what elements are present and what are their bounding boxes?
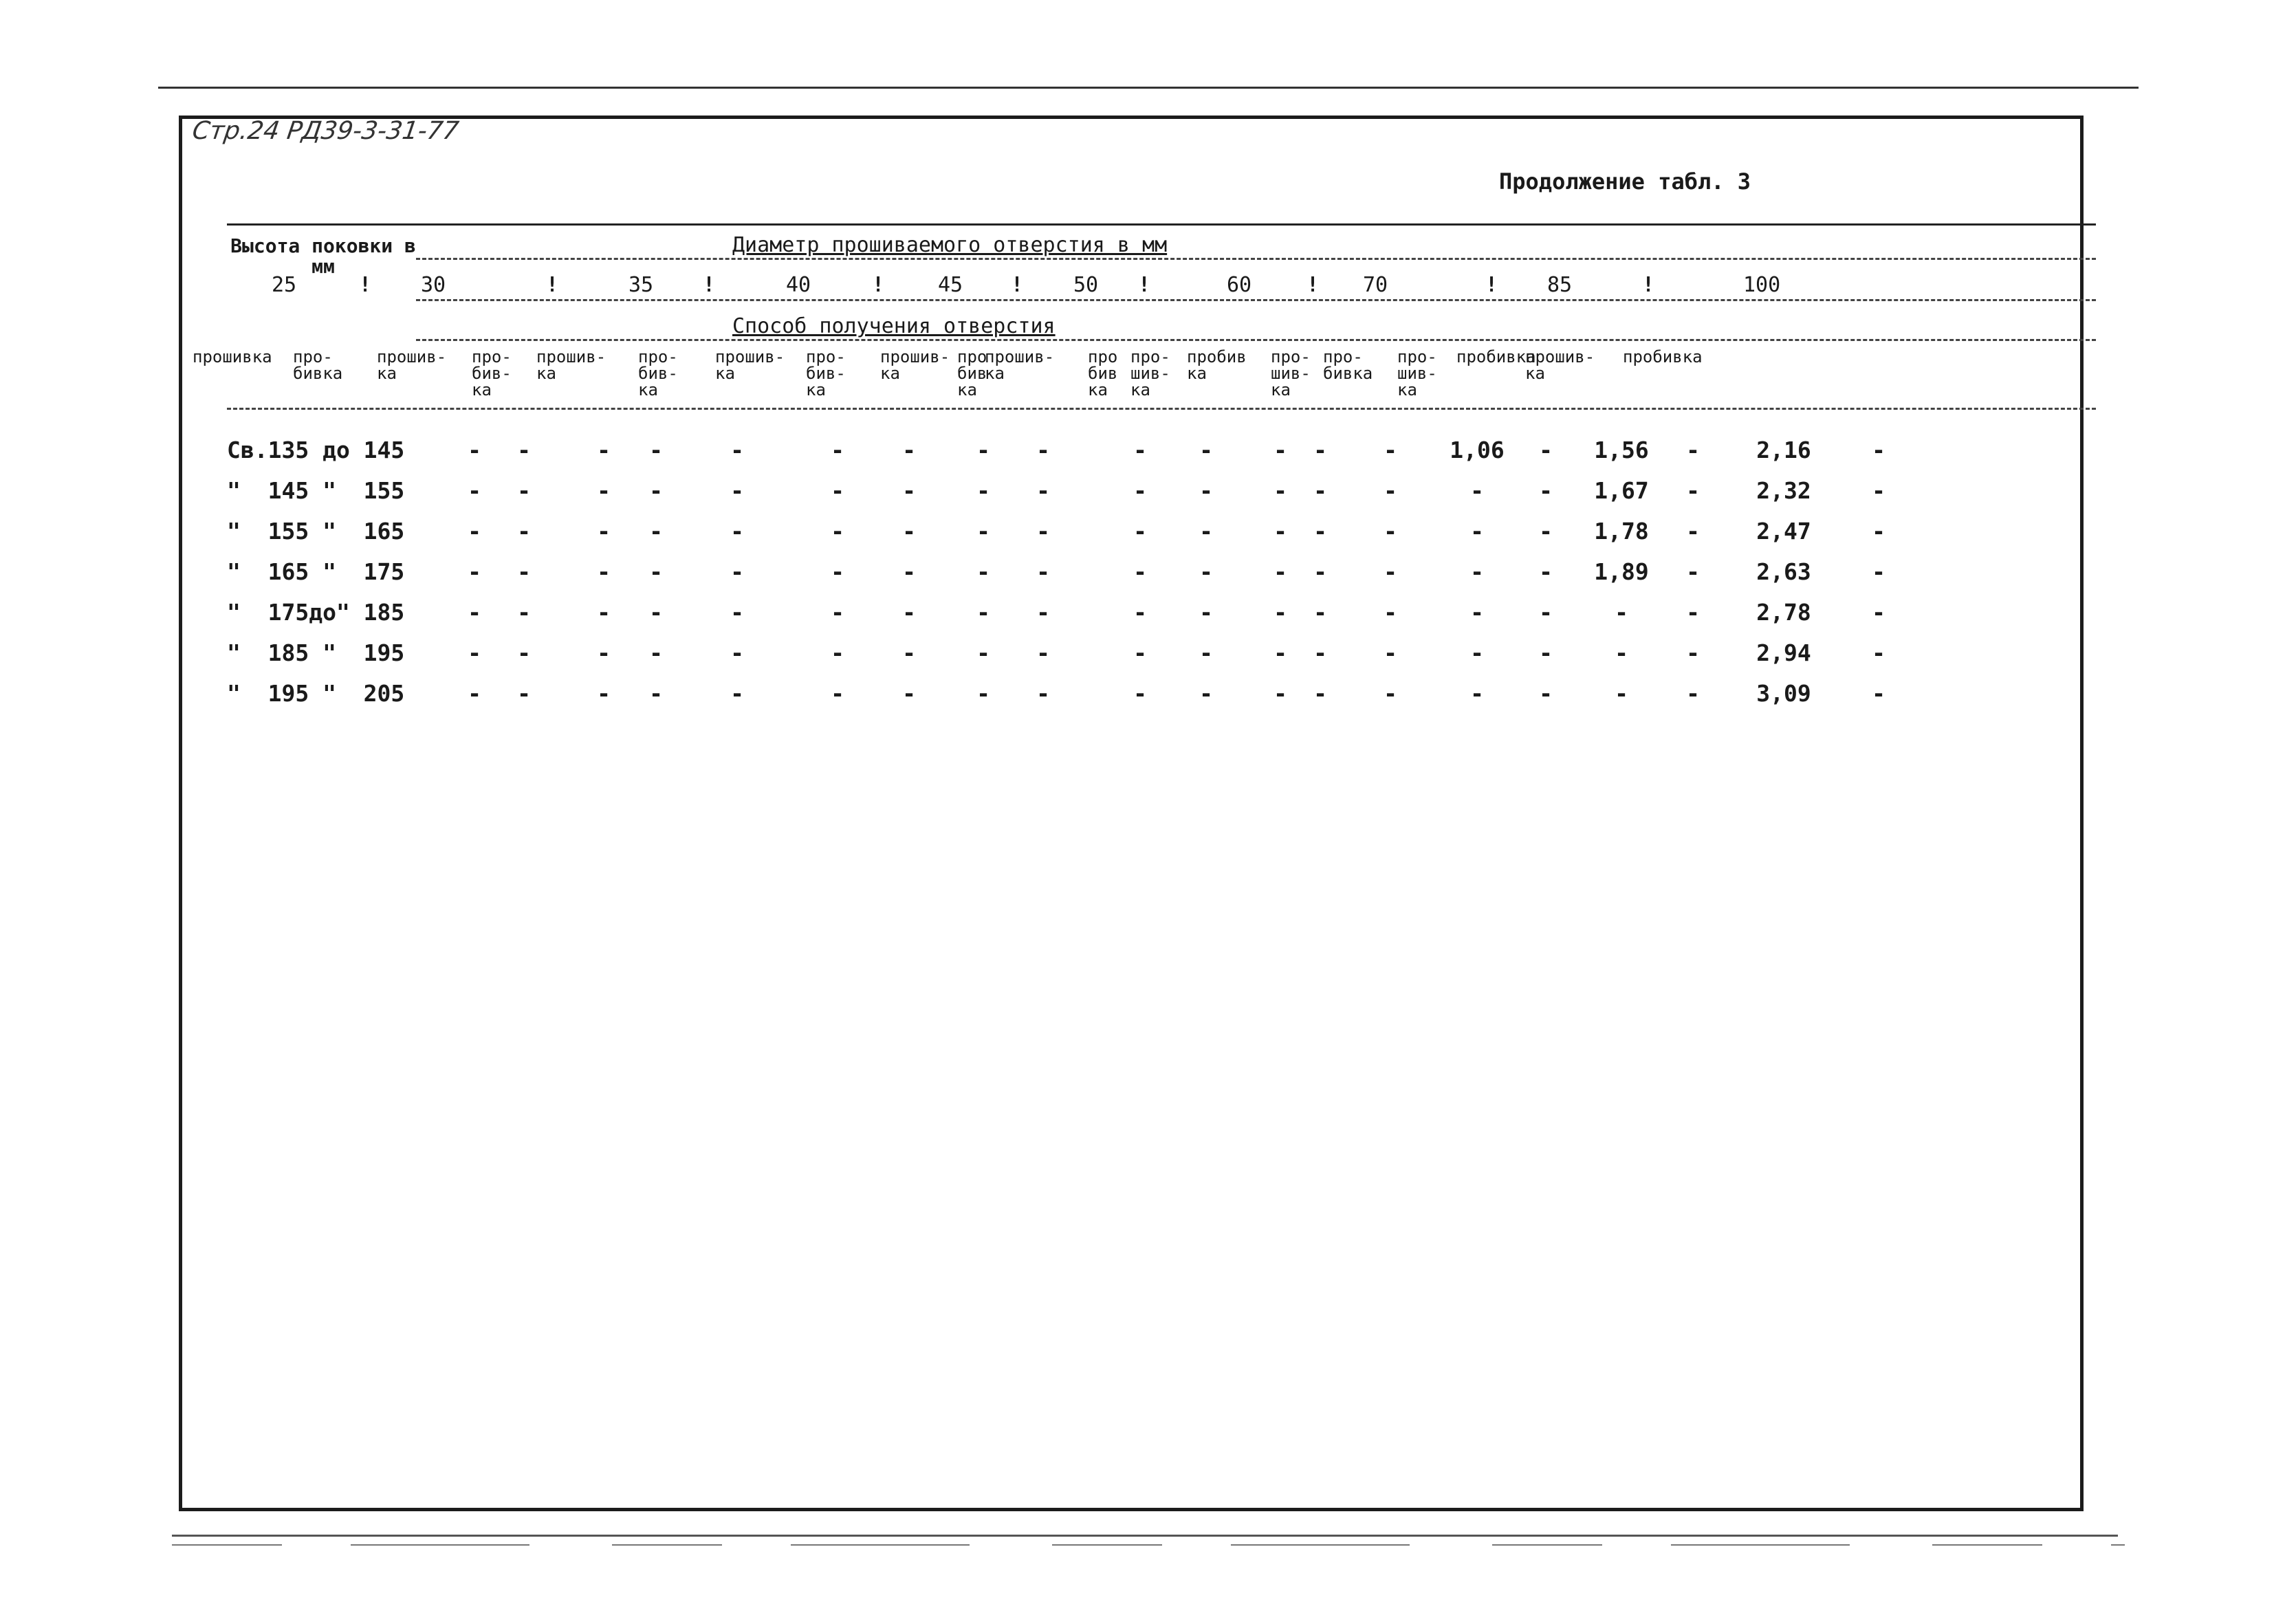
table-cell: - (1384, 599, 1397, 626)
diameter-value-70: 70 (1363, 273, 1388, 297)
method-header-cell: про- шив- ка (1130, 347, 1170, 399)
diameter-separator: ! (872, 273, 885, 297)
table-cell: - (517, 558, 531, 585)
diameter-separator: ! (1642, 273, 1655, 297)
table-cell: - (1133, 558, 1147, 585)
table-cell: - (831, 558, 844, 585)
table-cell: - (1615, 599, 1628, 626)
table-cell: - (1872, 518, 1885, 545)
table-cell: - (1273, 518, 1287, 545)
table-cell: - (1470, 639, 1484, 666)
table-cell: - (1036, 639, 1050, 666)
table-cell: - (1470, 558, 1484, 585)
method-header: Способ получения отверстия (732, 314, 1056, 338)
table-cell: - (976, 437, 990, 463)
row-header: Высота поковки в мм (230, 234, 416, 278)
table-cell: 1,56 (1594, 437, 1649, 463)
table-cell: - (517, 639, 531, 666)
table-cell: - (649, 639, 663, 666)
table-cell: 2,47 (1756, 518, 1811, 545)
table-cell: - (1686, 518, 1700, 545)
top-rule (158, 87, 2139, 89)
table-cell: - (902, 680, 916, 707)
table-cell: - (1036, 680, 1050, 707)
table-cell: - (1872, 639, 1885, 666)
table-cell: - (831, 518, 844, 545)
table-cell: - (1199, 437, 1213, 463)
table-cell: - (730, 680, 744, 707)
diameter-value-50: 50 (1073, 273, 1099, 297)
table-cell: - (1199, 518, 1213, 545)
table-cell: - (1313, 599, 1327, 626)
table-cell: - (1384, 437, 1397, 463)
table-cell: 2,94 (1756, 639, 1811, 666)
table-cell: - (1539, 518, 1553, 545)
table-cell: - (902, 599, 916, 626)
table-cell: - (902, 639, 916, 666)
table-cell: - (1470, 680, 1484, 707)
table-cell: - (902, 518, 916, 545)
table-cell: - (976, 680, 990, 707)
table-cell: - (597, 477, 611, 504)
method-header-cell: про- бивка (1323, 347, 1373, 383)
table-continuation-label: Продолжение табл. 3 (1499, 168, 1751, 195)
table-cell: - (1199, 558, 1213, 585)
table-cell: - (831, 437, 844, 463)
table-cell: - (1036, 599, 1050, 626)
diameter-header-rule (416, 258, 2096, 260)
table-cell: - (1273, 599, 1287, 626)
table-cell: - (1539, 639, 1553, 666)
table-cell: - (649, 558, 663, 585)
table-cell: - (1470, 518, 1484, 545)
table-cell: - (1313, 518, 1327, 545)
table-cell: - (468, 680, 481, 707)
method-header-cell: про- бивка (293, 347, 343, 383)
bottom-rule (172, 1535, 2118, 1537)
table-cell: - (649, 599, 663, 626)
table-cell: 2,78 (1756, 599, 1811, 626)
method-header-cell: прошив- ка (377, 347, 447, 383)
table-cell: - (597, 437, 611, 463)
table-cell: - (976, 639, 990, 666)
table-cell: - (1273, 639, 1287, 666)
table-cell: - (517, 680, 531, 707)
table-cell: - (517, 599, 531, 626)
table-cell: - (468, 477, 481, 504)
table-cell: - (1036, 437, 1050, 463)
table-cell: - (1313, 437, 1327, 463)
table-cell: - (1384, 639, 1397, 666)
method-header-cell: про- бив- ка (638, 347, 678, 399)
table-cell: 1,06 (1450, 437, 1505, 463)
table-cell: - (1539, 558, 1553, 585)
table-cell: - (1199, 599, 1213, 626)
table-cell: - (468, 518, 481, 545)
row-label: " 195 " 205 (227, 680, 405, 707)
table-cell: - (1686, 558, 1700, 585)
table-cell: - (1384, 558, 1397, 585)
table-cell: - (468, 599, 481, 626)
method-header-cell: прошивка (193, 347, 272, 366)
table-cell: - (1133, 477, 1147, 504)
page-frame (179, 116, 2084, 1511)
table-cell: - (1133, 639, 1147, 666)
table-cell: - (976, 518, 990, 545)
table-cell: - (902, 477, 916, 504)
table-cell: - (1384, 477, 1397, 504)
table-cell: - (1615, 639, 1628, 666)
method-header-cell: про бив ка (1088, 347, 1118, 399)
diameter-value-60: 60 (1227, 273, 1252, 297)
table-cell: - (1872, 437, 1885, 463)
table-cell: - (976, 558, 990, 585)
table-cell: - (831, 639, 844, 666)
table-cell: - (468, 437, 481, 463)
table-cell: - (730, 599, 744, 626)
table-cell: 1,78 (1594, 518, 1649, 545)
diameter-separator: ! (1011, 273, 1024, 297)
table-cell: - (597, 558, 611, 585)
table-cell: - (1313, 639, 1327, 666)
table-top-rule (227, 223, 2096, 226)
table-cell: - (976, 599, 990, 626)
method-header-cell: пробивка (1623, 347, 1703, 366)
table-cell: - (649, 437, 663, 463)
table-cell: - (831, 599, 844, 626)
diameter-value-40: 40 (786, 273, 811, 297)
diameter-separator: ! (359, 273, 372, 297)
table-cell: - (1470, 477, 1484, 504)
table-cell: - (1686, 437, 1700, 463)
table-cell: 3,09 (1756, 680, 1811, 707)
diameter-separator: ! (1307, 273, 1320, 297)
table-cell: - (1313, 680, 1327, 707)
row-label: " 165 " 175 (227, 558, 405, 585)
table-cell: - (1036, 477, 1050, 504)
method-header-cell: пробив ка (1187, 347, 1247, 383)
table-cell: - (730, 437, 744, 463)
table-cell: - (730, 639, 744, 666)
table-cell: - (730, 558, 744, 585)
diameter-header: Диаметр прошиваемого отверстия в мм (732, 233, 1168, 257)
method-header-cell: прошив- ка (1525, 347, 1595, 383)
table-cell: - (468, 558, 481, 585)
method-header-cell: прошив- ка (536, 347, 606, 383)
table-cell: 1,67 (1594, 477, 1649, 504)
table-cell: - (1199, 477, 1213, 504)
table-cell: 1,89 (1594, 558, 1649, 585)
method-header-rule (416, 339, 2096, 341)
table-cell: - (1133, 518, 1147, 545)
table-cell: - (517, 437, 531, 463)
table-cell: - (730, 518, 744, 545)
table-cell: - (597, 680, 611, 707)
table-cell: - (1036, 518, 1050, 545)
table-cell: - (1686, 477, 1700, 504)
table-cell: - (1872, 680, 1885, 707)
table-cell: - (1615, 680, 1628, 707)
table-cell: 2,63 (1756, 558, 1811, 585)
table-cell: - (597, 599, 611, 626)
header-bottom-rule (227, 408, 2096, 410)
table-cell: - (1872, 599, 1885, 626)
table-cell: - (730, 477, 744, 504)
table-cell: - (517, 518, 531, 545)
method-header-cell: про- бив- ка (806, 347, 846, 399)
table-cell: - (1036, 558, 1050, 585)
table-cell: - (1133, 437, 1147, 463)
bottom-dashed-rule (172, 1544, 2125, 1546)
table-cell: - (1539, 437, 1553, 463)
row-label: " 175до" 185 (227, 599, 405, 626)
diameter-value-45: 45 (938, 273, 963, 297)
diameter-separator: ! (703, 273, 716, 297)
table-cell: - (1273, 477, 1287, 504)
table-cell: 2,32 (1756, 477, 1811, 504)
table-cell: - (1199, 639, 1213, 666)
table-cell: - (831, 680, 844, 707)
table-cell: - (831, 477, 844, 504)
table-cell: - (1273, 558, 1287, 585)
method-header-cell: пробивка (1456, 347, 1536, 366)
method-header-cell: про бив ка (957, 347, 987, 399)
table-cell: - (1539, 599, 1553, 626)
table-cell: - (1539, 680, 1553, 707)
diameter-values-rule (416, 299, 2096, 301)
method-header-cell: прошив- ка (715, 347, 785, 383)
table-cell: - (1133, 680, 1147, 707)
table-cell: - (1133, 599, 1147, 626)
table-cell: - (649, 518, 663, 545)
row-label: " 155 " 165 (227, 518, 405, 545)
table-cell: - (649, 680, 663, 707)
table-cell: - (1273, 437, 1287, 463)
table-cell: - (1872, 558, 1885, 585)
table-cell: - (1199, 680, 1213, 707)
diameter-value-100: 100 (1743, 273, 1781, 297)
row-label: " 145 " 155 (227, 477, 405, 504)
table-cell: - (1686, 680, 1700, 707)
diameter-value-25: 25 (272, 273, 297, 297)
table-cell: - (597, 639, 611, 666)
diameter-separator: ! (1138, 273, 1151, 297)
page-stamp: Стр.24 РД39-3-31-77 (190, 117, 461, 145)
table-cell: - (1470, 599, 1484, 626)
table-cell: - (1273, 680, 1287, 707)
method-header-cell: про- бив- ка (472, 347, 512, 399)
table-cell: - (1539, 477, 1553, 504)
row-label: " 185 " 195 (227, 639, 405, 666)
table-cell: - (468, 639, 481, 666)
table-cell: - (976, 477, 990, 504)
method-header-cell: прошив- ка (880, 347, 950, 383)
table-cell: - (517, 477, 531, 504)
table-cell: - (649, 477, 663, 504)
table-cell: 2,16 (1756, 437, 1811, 463)
table-cell: - (1384, 680, 1397, 707)
diameter-value-30: 30 (421, 273, 446, 297)
method-header-cell: про- шив- ка (1271, 347, 1311, 399)
table-cell: - (597, 518, 611, 545)
diameter-separator: ! (1485, 273, 1498, 297)
table-cell: - (1686, 599, 1700, 626)
table-cell: - (1384, 518, 1397, 545)
diameter-separator: ! (546, 273, 559, 297)
table-cell: - (902, 437, 916, 463)
method-header-cell: про- шив- ка (1397, 347, 1437, 399)
table-cell: - (1313, 558, 1327, 585)
table-cell: - (902, 558, 916, 585)
row-label: Св.135 до 145 (227, 437, 405, 463)
diameter-value-35: 35 (628, 273, 654, 297)
table-cell: - (1872, 477, 1885, 504)
method-header-cell: прошив- ка (985, 347, 1055, 383)
table-cell: - (1313, 477, 1327, 504)
table-cell: - (1686, 639, 1700, 666)
diameter-value-85: 85 (1547, 273, 1573, 297)
